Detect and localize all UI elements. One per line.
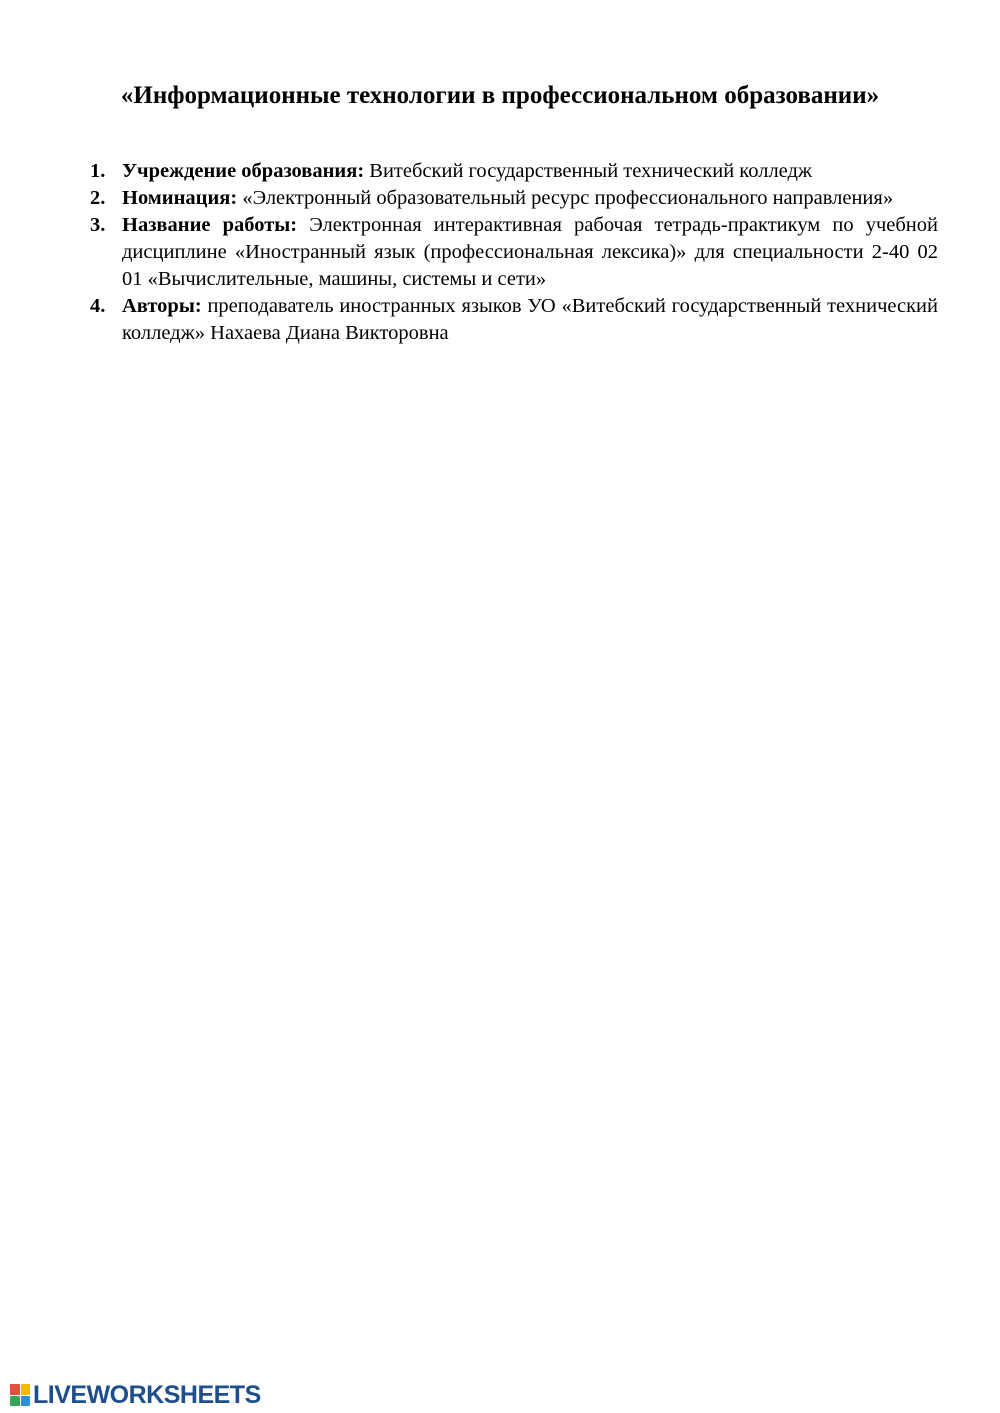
info-item-authors (90, 293, 938, 347)
item-text: Витебский государственный технический колледж (369, 160, 813, 182)
item-text: преподаватель иностранных языков УО «Витебский государственный технический колледж» Нахаева Диана Викторовна (122, 295, 938, 344)
logo-squares-icon (10, 1384, 30, 1406)
item-number: 1. (90, 160, 106, 182)
liveworksheets-logo (10, 1381, 261, 1409)
info-item-institution (90, 158, 938, 185)
item-text: «Электронный образовательный ресурс профессионального направления» (242, 187, 894, 209)
item-text: Электронная интерактивная рабочая тетрадь-практикум по учебной дисциплине «Иностранный язык (профессиональная лексика)» для специальности 2-40 02 01 «Вычислительные, машины, системы и сети» (122, 214, 938, 290)
info-item-nomination (90, 185, 938, 212)
info-item-work-title (90, 212, 938, 293)
logo-square (21, 1396, 31, 1407)
logo-text: LIVEWORKSHEETS (33, 1380, 261, 1409)
item-label: Учреждение образования: (122, 160, 365, 182)
item-number: 4. (90, 295, 106, 317)
item-number: 3. (90, 214, 106, 236)
item-label: Номинация: (122, 187, 238, 209)
logo-square (21, 1384, 31, 1395)
logo-square (10, 1396, 20, 1407)
page-title: «Информационные технологии в профессиональном образовании» (120, 81, 880, 109)
item-label: Авторы: (122, 295, 202, 317)
item-number: 2. (90, 187, 106, 209)
item-label: Название работы: (122, 214, 298, 236)
info-list (90, 158, 938, 347)
logo-square (10, 1384, 20, 1395)
